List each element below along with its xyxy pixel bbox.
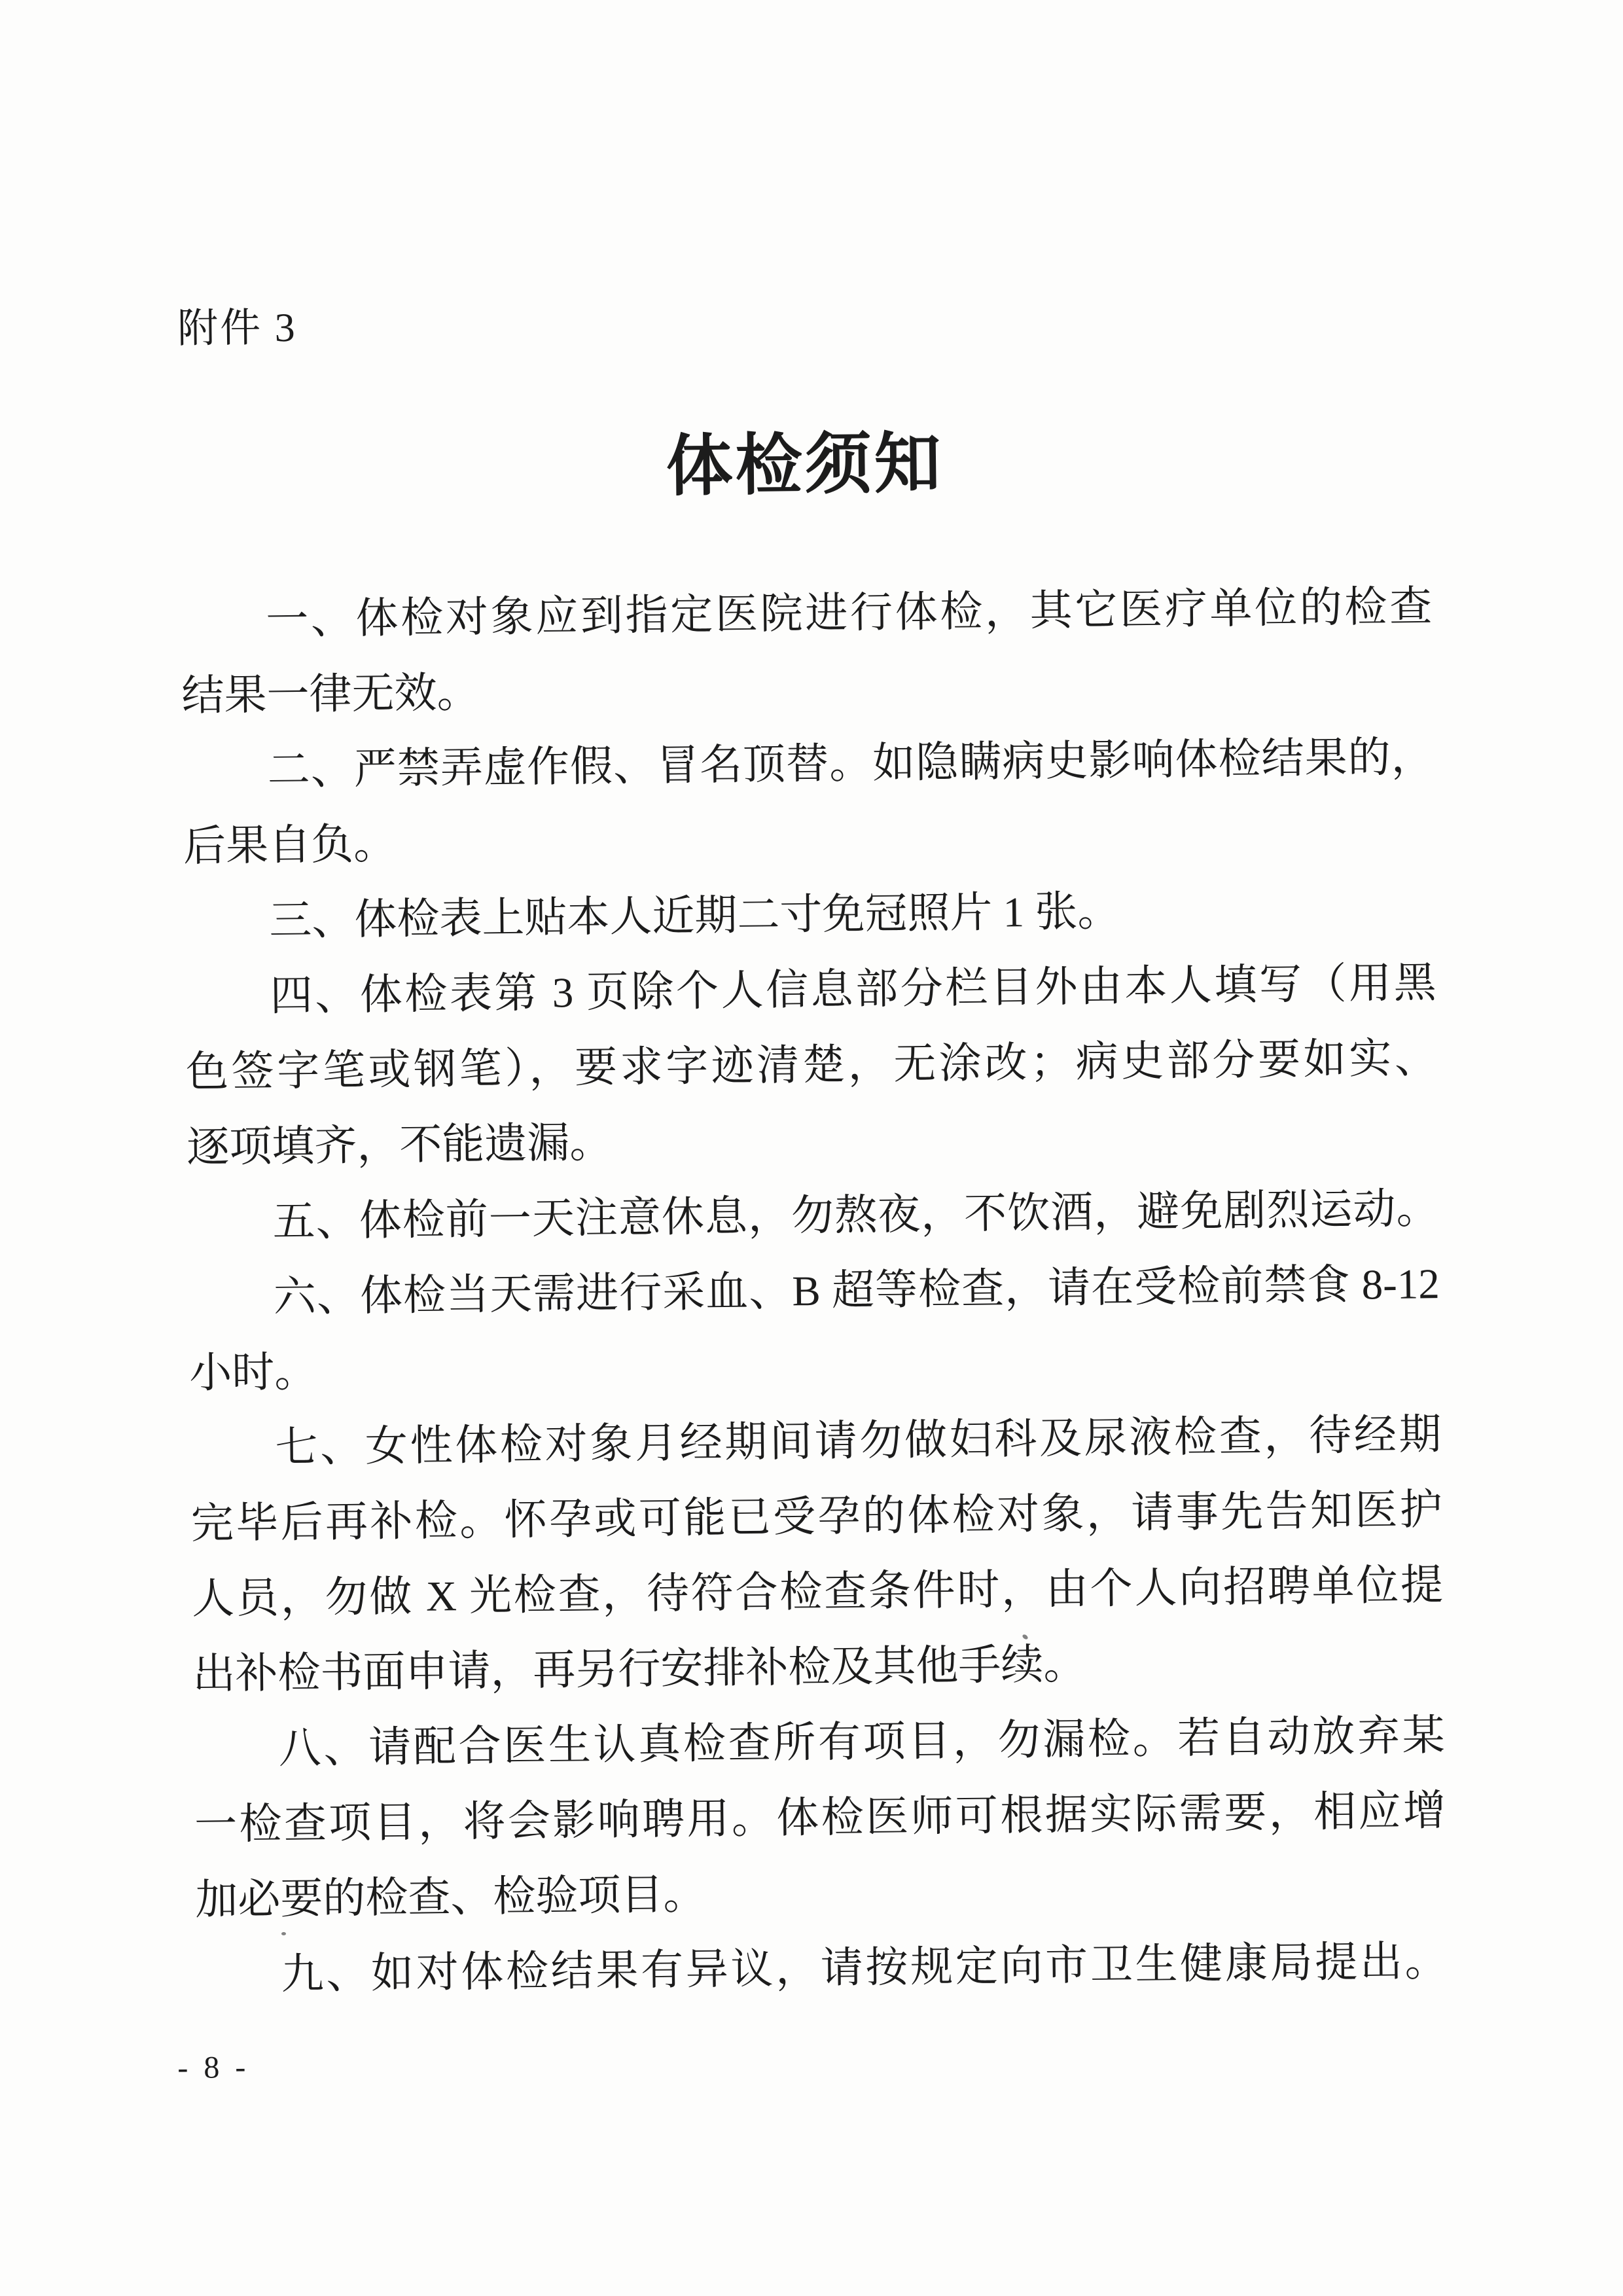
- paragraph-7-line-3: 人员，勿做 X 光检查，待符合检查条件时，由个人向招聘单位提: [191, 1562, 1444, 1623]
- paragraph-4-line-1: 四、体检表第 3 页除个人信息部分栏目外由本人填写（用黑: [270, 960, 1437, 1020]
- paragraph-8-line-1: 八、请配合医生认真检查所有项目，勿漏检。若自动放弃某: [278, 1712, 1446, 1773]
- paragraph-4-line-3: 逐项填齐，不能遗漏。: [186, 1119, 613, 1172]
- paragraph-2-line-2: 后果自负。: [183, 821, 397, 870]
- page-number: - 8 -: [177, 2049, 250, 2086]
- paragraph-2-line-1: 二、严禁弄虚作假、冒名顶替。如隐瞒病史影响体检结果的，: [267, 734, 1435, 795]
- document-content: [177, 289, 1449, 2085]
- paragraph-7-line-1: 七、女性体检对象月经期间请勿做妇科及尿液检查，待经期: [275, 1411, 1442, 1472]
- document-title: 体检须知: [665, 427, 944, 505]
- paragraph-1-line-1: 一、体检对象应到指定医院进行体检，其它医疗单位的检查: [265, 583, 1433, 644]
- paragraph-1-line-2: 结果一律无效。: [181, 669, 480, 720]
- paragraph-8-line-3: 加必要的检查、检验项目。: [194, 1871, 706, 1924]
- paragraph-6-line-1: 六、体检当天需进行采血、B 超等检查，请在受检前禁食 8-12: [273, 1261, 1440, 1321]
- paragraph-7-line-2: 完毕后再补检。怀孕或可能已受孕的体检对象，请事先告知医护: [190, 1486, 1443, 1548]
- paragraph-6-line-2: 小时。: [188, 1348, 317, 1397]
- paragraph-3-line-1: 三、体检表上贴本人近期二寸免冠照片 1 张。: [269, 888, 1120, 945]
- document-body: [181, 569, 1448, 2014]
- scan-artifact-dot: [281, 1932, 286, 1935]
- attachment-label: 附件 3: [177, 305, 298, 351]
- paragraph-9-line-1: 九、如对体检结果有异议，请按规定向市卫生健康局提出。: [281, 1938, 1448, 1999]
- paragraph-7-line-4: 出补检书面申请，再另行安排补检及其他手续。: [192, 1641, 1086, 1698]
- paragraph-8-line-2: 一检查项目，将会影响聘用。体检医师可根据实际需要，相应增: [194, 1787, 1446, 1849]
- paragraph-4-line-2: 色签字笔或钢笔），要求字迹清楚，无涂改；病史部分要如实、: [185, 1035, 1438, 1096]
- paragraph-5-line-1: 五、体检前一天注意休息，勿熬夜，不饮酒，避免剧烈运动。: [272, 1185, 1439, 1246]
